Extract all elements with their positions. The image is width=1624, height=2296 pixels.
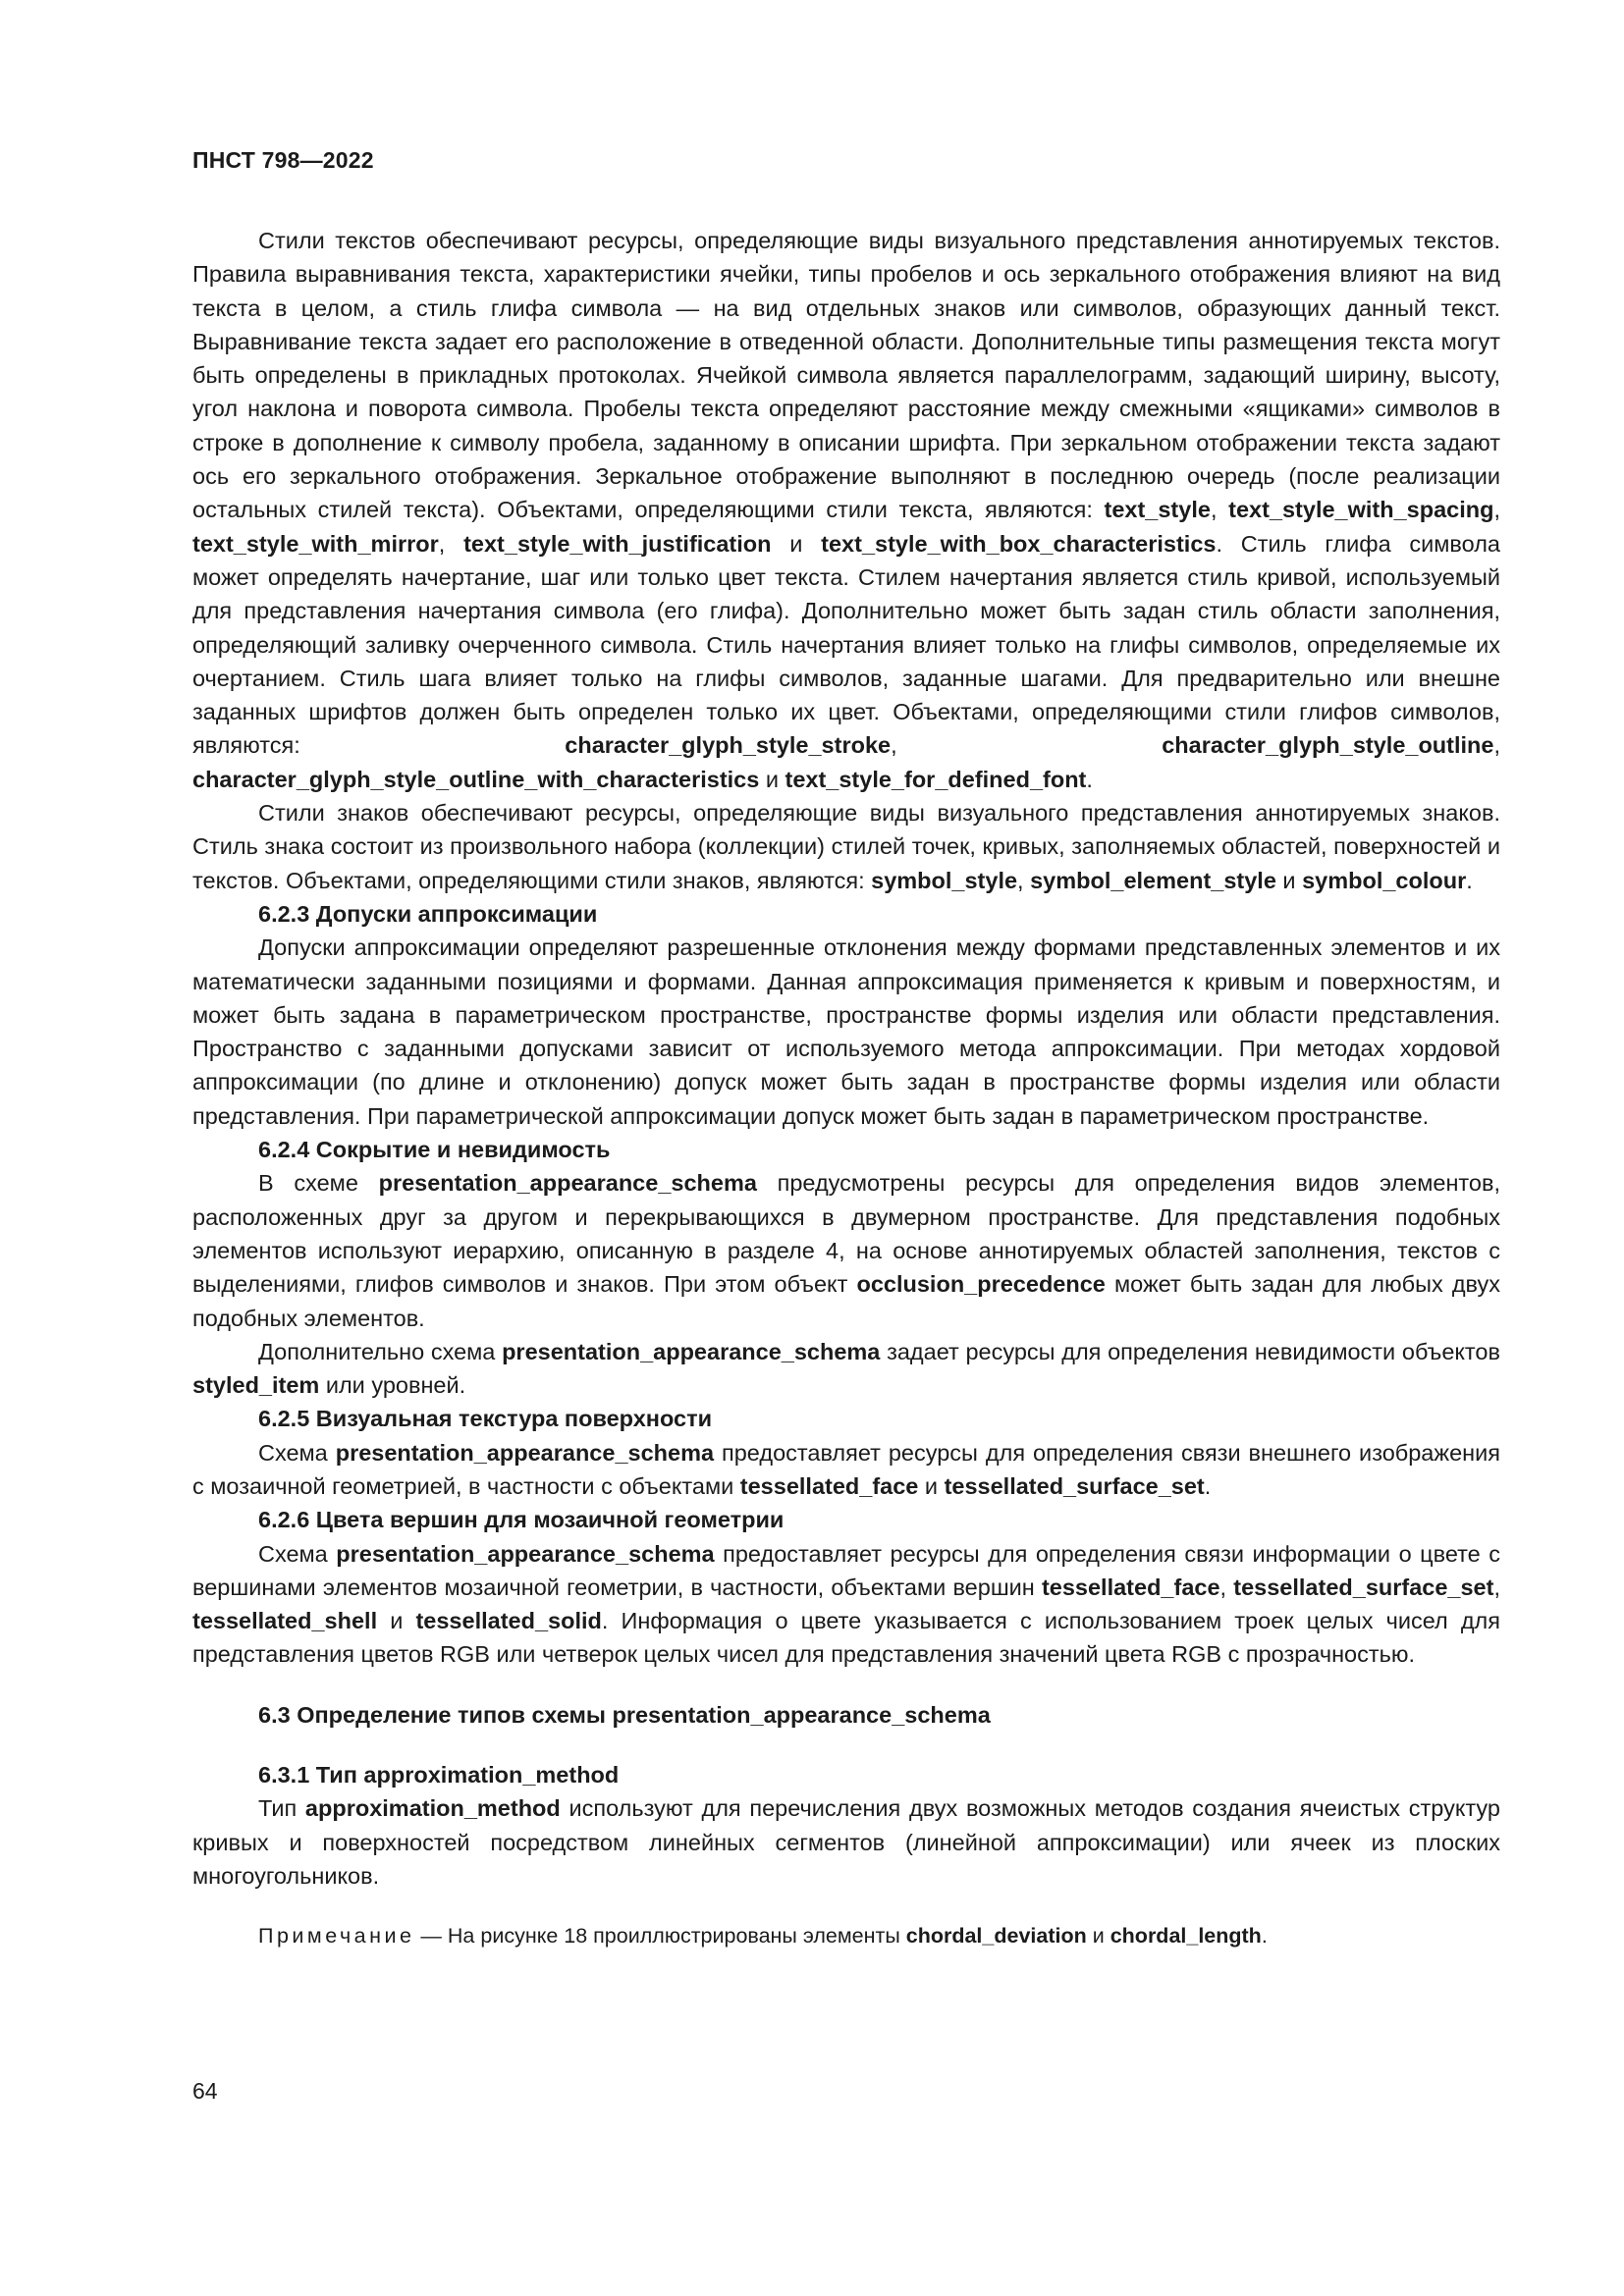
section-heading-6-2-4: 6.2.4 Сокрытие и невидимость	[258, 1137, 611, 1163]
text-run: или уровней.	[319, 1372, 466, 1399]
text-run: и	[377, 1608, 416, 1634]
text-run: ,	[1493, 732, 1501, 759]
entity-name: text_style_with_mirror	[192, 530, 439, 557]
entity-name: character_glyph_style_stroke	[565, 732, 892, 759]
entity-name: text_style_with_justification	[463, 530, 772, 557]
entity-name: text_style_for_defined_font	[785, 766, 1087, 792]
text-run: и	[759, 766, 785, 792]
text-run: используют для перечисления двух возможных методов создания ячеистых структур кривых и поверхностей посредством линейных сегментов (линейной аппроксимации) или ячеек из плоских многоугольников.	[192, 1795, 1500, 1889]
text-run: Стили текстов обеспечивают ресурсы, определяющие виды визуального представления аннотируемых текстов. Правила выравнивания текста, характеристики ячейки, типы пробелов и ось зеркального отображения влияют на вид текста в целом, а стиль глифа символа — на вид отдельных знаков или символов, образующих данный текст. Выравнивание текста задает его расположение в отведенной области. Дополнительные типы размещения текста могут быть определены в прикладных протоколах. Ячейкой символа является параллелограмм, задающий ширину, высоту, угол наклона и поворота символа. Пробелы текста определяют расстояние между смежными «ящиками» символов в строке в дополнение к символу пробела, заданному в описании шрифта. При зеркальном отображении текста задают ось его зеркального отображения. Зеркальное отображение выполняют в последнюю очередь (после реализации остальных стилей текста). Объектами, определяющими стили текста, являются:	[192, 228, 1500, 523]
section-heading-6-2-6: 6.2.6 Цвета вершин для мозаичной геометрии	[258, 1507, 785, 1533]
entity-name: tessellated_face	[1041, 1574, 1220, 1600]
text-run: Схема	[258, 1540, 337, 1567]
note-label: Примечание	[258, 1924, 415, 1949]
text-run: Схема	[258, 1439, 336, 1466]
page-number: 64	[192, 2078, 218, 2104]
section-heading-6-3-1: 6.3.1 Тип approximation_method	[258, 1762, 620, 1789]
text-run: ,	[1210, 497, 1229, 523]
paragraph-approximation-method	[192, 1791, 1500, 1893]
text-run: Дополнительно схема	[258, 1338, 503, 1364]
text-run: предусмотрены ресурсы для определения видов элементов, расположенных друг за другом и перекрывающихся в двумерном пространстве. Для представления подобных элементов используют иерархию, описанную в разделе 4, на основе аннотируемых областей заполнения, текстов с выделениями, глифов символов и знаков. При этом объект	[192, 1170, 1501, 1298]
entity-name: symbol_style	[871, 867, 1018, 893]
paragraph-vertex-colours	[192, 1537, 1500, 1672]
text-run: ,	[1017, 867, 1031, 893]
text-run: и	[1275, 867, 1303, 893]
paragraph-symbol-styles	[192, 796, 1500, 897]
text-run: В схеме	[258, 1170, 379, 1197]
text-run: ,	[438, 530, 464, 557]
text-run: ,	[1493, 1574, 1500, 1600]
text-run: Допуски аппроксимации определяют разрешенные отклонения между формами представленных элементов и их математически заданными позициями и формами. Данная аппроксимация применяется к кривым и поверхностям, и может быть задана в параметрическом пространстве, пространстве формы изделия или области представления. Пространство с заданными допусками зависит от используемого метода аппроксимации. При методах хордовой аппроксимации (по длине и отклонению) допуск может быть задан в пространстве формы изделия или области представления. При параметрической аппроксимации допуск может быть задан в параметрическом пространстве.	[192, 934, 1500, 1129]
entity-name: occlusion_precedence	[856, 1271, 1106, 1298]
text-run: ,	[1219, 1574, 1234, 1600]
text-run: — На рисунке 18 проиллюстрированы элементы	[414, 1924, 906, 1949]
text-run: предоставляет ресурсы для определения связи внешнего изображения с мозаичной геометрией, в частности с объектами	[192, 1439, 1500, 1499]
entity-name: symbol_element_style	[1030, 867, 1276, 893]
entity-name: presentation_appearance_schema	[335, 1439, 715, 1466]
text-run: и	[771, 530, 822, 557]
text-run: предоставляет ресурсы для определения связи информации о цвете с вершинами элементов мозаичной геометрии, в частности, объектами вершин	[192, 1540, 1500, 1600]
paragraph-approximation-tolerances	[192, 931, 1500, 1133]
text-run: . Стиль глифа символа может определять начертание, шаг или только цвет текста. Стилем начертания является стиль кривой, используемый для представления начертания символа (его глифа). Дополнительно может быть задан стиль области заполнения, определяющий заливку очерченного символа. Стиль начертания влияет только на глифы символов, определяемые их очертанием. Стиль шага влияет только на глифы символов, заданные шагами. Для предварительно или внешне заданных шрифтов должен быть определен только их цвет. Объектами, определяющими стили глифов символов, являются:	[192, 530, 1500, 759]
entity-name: character_glyph_style_outline	[1162, 732, 1494, 759]
page-body	[192, 224, 1500, 1953]
section-heading-6-2-3: 6.2.3 Допуски аппроксимации	[258, 900, 598, 927]
entity-name: text_style	[1104, 497, 1211, 523]
entity-name: symbol_colour	[1302, 867, 1467, 893]
text-run: задает ресурсы для определения невидимости объектов	[880, 1338, 1500, 1364]
section-heading-6-2-5: 6.2.5 Визуальная текстура поверхности	[258, 1406, 713, 1432]
document-id: ПНСТ 798—2022	[192, 147, 374, 173]
entity-name: chordal_deviation	[905, 1924, 1087, 1949]
entity-name: tessellated_surface_set	[944, 1472, 1205, 1499]
entity-name: presentation_appearance_schema	[336, 1540, 715, 1567]
entity-name: tessellated_face	[739, 1472, 919, 1499]
text-run: может быть задан для любых двух подобных элементов.	[192, 1271, 1500, 1331]
text-run: .	[1466, 867, 1473, 893]
entity-name: approximation_method	[304, 1795, 561, 1822]
text-run: ,	[891, 732, 1163, 759]
entity-name: tessellated_shell	[192, 1608, 378, 1634]
note	[192, 1919, 1500, 1952]
text-run: Тип	[258, 1795, 305, 1822]
paragraph-occlusion	[192, 1166, 1500, 1334]
entity-name: tessellated_solid	[415, 1608, 602, 1634]
text-run: Стили знаков обеспечивают ресурсы, определяющие виды визуального представления аннотируемых знаков. Стиль знака состоит из произвольного набора (коллекции) стилей точек, кривых, заполняемых областей, поверхностей и текстов. Объектами, определяющими стили знаков, являются:	[192, 800, 1500, 893]
paragraph-surface-texture	[192, 1436, 1500, 1504]
entity-name: styled_item	[192, 1372, 320, 1399]
text-run: .	[1086, 766, 1093, 792]
entity-name: text_style_with_spacing	[1228, 497, 1494, 523]
text-run: и	[918, 1472, 945, 1499]
text-run: . Информация о цвете указывается с использованием троек целых чисел для представления цветов RGB или четверок целых чисел для представления значений цвета RGB с прозрачностью.	[192, 1608, 1500, 1668]
entity-name: text_style_with_box_characteristics	[821, 530, 1217, 557]
entity-name: presentation_appearance_schema	[378, 1170, 757, 1197]
section-heading-6-3: 6.3 Определение типов схемы presentation_appearance_schema	[258, 1701, 991, 1728]
text-run: и	[1086, 1924, 1110, 1949]
entity-name: presentation_appearance_schema	[502, 1338, 881, 1364]
entity-name: character_glyph_style_outline_with_characteristics	[192, 766, 760, 792]
text-run: ,	[1493, 497, 1501, 523]
entity-name: tessellated_surface_set	[1233, 1574, 1494, 1600]
paragraph-text-styles	[192, 224, 1500, 796]
entity-name: chordal_length	[1110, 1924, 1262, 1949]
text-run: .	[1204, 1472, 1212, 1499]
paragraph-invisibility	[192, 1335, 1500, 1403]
text-run: .	[1261, 1924, 1268, 1949]
